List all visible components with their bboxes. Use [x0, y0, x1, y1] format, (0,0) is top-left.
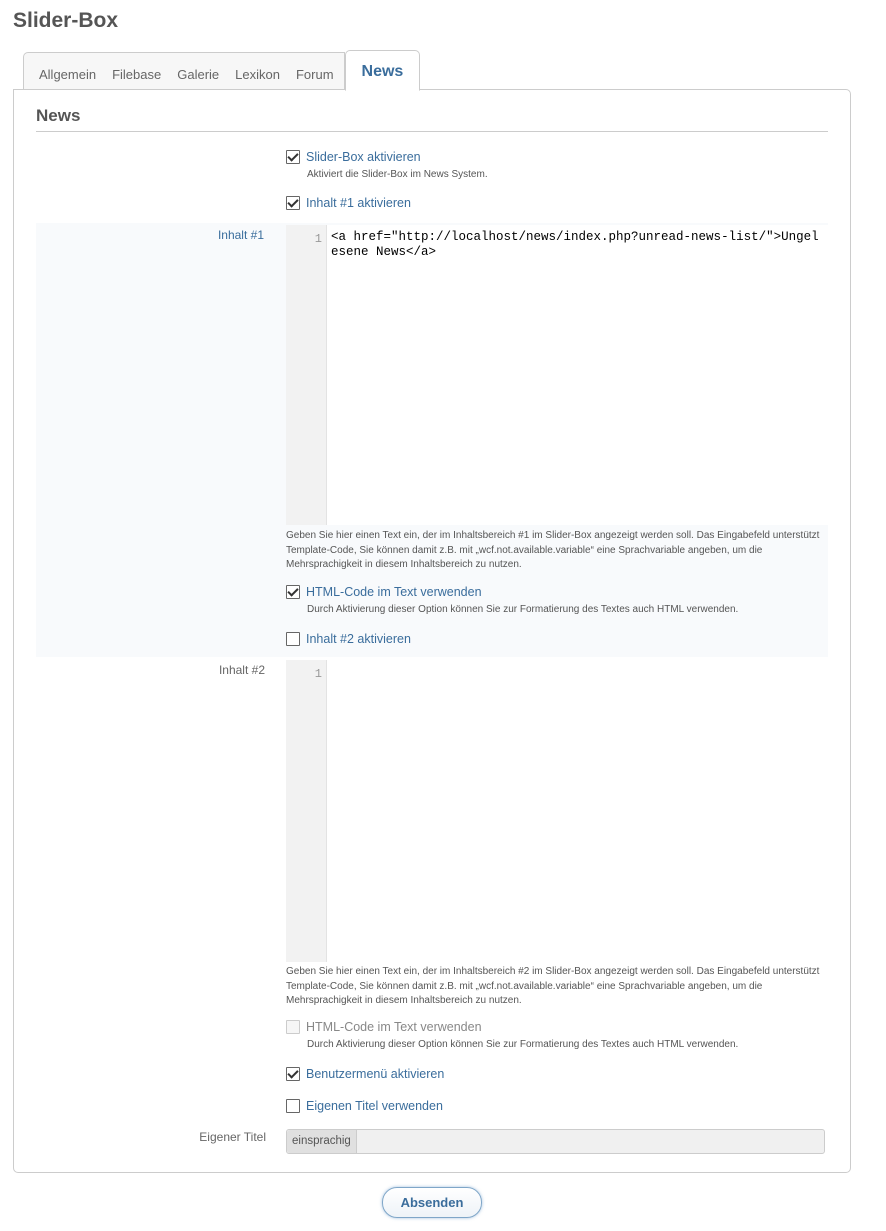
own-title-enable-label[interactable]: Eigenen Titel verwenden	[306, 1099, 443, 1113]
own-title-input[interactable]	[286, 1129, 825, 1154]
tab-news[interactable]: News	[345, 50, 421, 91]
content1-gutter	[286, 225, 327, 525]
html2-description: Durch Aktivierung dieser Option können Sie zur Formatierung des Textes auch HTML verwenden.	[307, 1039, 739, 1050]
submit-button[interactable]: Absenden	[382, 1187, 482, 1218]
activate-checkbox[interactable]	[286, 150, 300, 164]
content2-enable-label[interactable]: Inhalt #2 aktivieren	[306, 632, 411, 646]
content1-label: Inhalt #1	[217, 228, 264, 242]
content1-line-number: 1	[314, 232, 322, 246]
own-title-enable-checkbox[interactable]	[286, 1099, 300, 1113]
activate-label[interactable]: Slider-Box aktivieren	[306, 150, 421, 164]
section-title: News	[36, 106, 81, 125]
html2-label[interactable]: HTML-Code im Text verwenden	[306, 1020, 482, 1034]
content1-code[interactable]: <a href="http://localhost/news/index.php?unread-news-list/">Ungelesene News</a>	[331, 230, 819, 259]
content2-description: Geben Sie hier einen Text ein, der im Inhaltsbereich #2 im Slider-Box angezeigt werden soll. Das Eingabefeld unterstützt Template-Code, Sie können damit z.B. mit „wcf.not.available.variable“ eine Sprachvariable angeben, um die Mehrsprachigkeit in diesem Inhaltsbereich zu nutzen.	[286, 966, 820, 1006]
activate-description: Aktiviert die Slider-Box im News System.	[307, 169, 488, 180]
content2-line-number: 1	[314, 667, 322, 681]
content1-description: Geben Sie hier einen Text ein, der im Inhaltsbereich #1 im Slider-Box angezeigt werden soll. Das Eingabefeld unterstützt Template-Code, Sie können damit z.B. mit „wcf.not.available.variable“ eine Sprachvariable angeben, um die Mehrsprachigkeit in diesem Inhaltsbereich zu nutzen.	[286, 530, 820, 570]
tab-lexikon[interactable]: Lexikon	[235, 67, 280, 82]
tab-forum[interactable]: Forum	[295, 67, 334, 82]
content2-label: Inhalt #2	[218, 663, 265, 677]
content1-enable-label[interactable]: Inhalt #1 aktivieren	[306, 196, 411, 210]
html1-description: Durch Aktivierung dieser Option können Sie zur Formatierung des Textes auch HTML verwenden.	[307, 604, 739, 615]
tab-bar	[23, 51, 420, 90]
tab-galerie[interactable]: Galerie	[177, 67, 220, 82]
content2-gutter	[286, 660, 327, 962]
content2-code-editor[interactable]	[286, 660, 828, 962]
page-title: Slider-Box	[13, 9, 119, 32]
html1-label[interactable]: HTML-Code im Text verwenden	[306, 585, 482, 599]
section-divider	[36, 131, 828, 132]
html1-checkbox[interactable]	[286, 585, 300, 599]
own-title-label: Eigener Titel	[199, 1130, 266, 1144]
tab-filebase[interactable]: Filebase	[112, 67, 162, 82]
usermenu-checkbox[interactable]	[286, 1067, 300, 1081]
settings-panel	[13, 89, 851, 1173]
multilang-button[interactable]: einsprachig	[287, 1130, 357, 1153]
html2-checkbox[interactable]	[286, 1020, 300, 1034]
usermenu-label[interactable]: Benutzermenü aktivieren	[306, 1067, 445, 1081]
content1-code-editor[interactable]	[286, 225, 828, 525]
content1-enable-checkbox[interactable]	[286, 196, 300, 210]
tab-allgemein[interactable]: Allgemein	[39, 67, 97, 82]
content2-enable-checkbox[interactable]	[286, 632, 300, 646]
